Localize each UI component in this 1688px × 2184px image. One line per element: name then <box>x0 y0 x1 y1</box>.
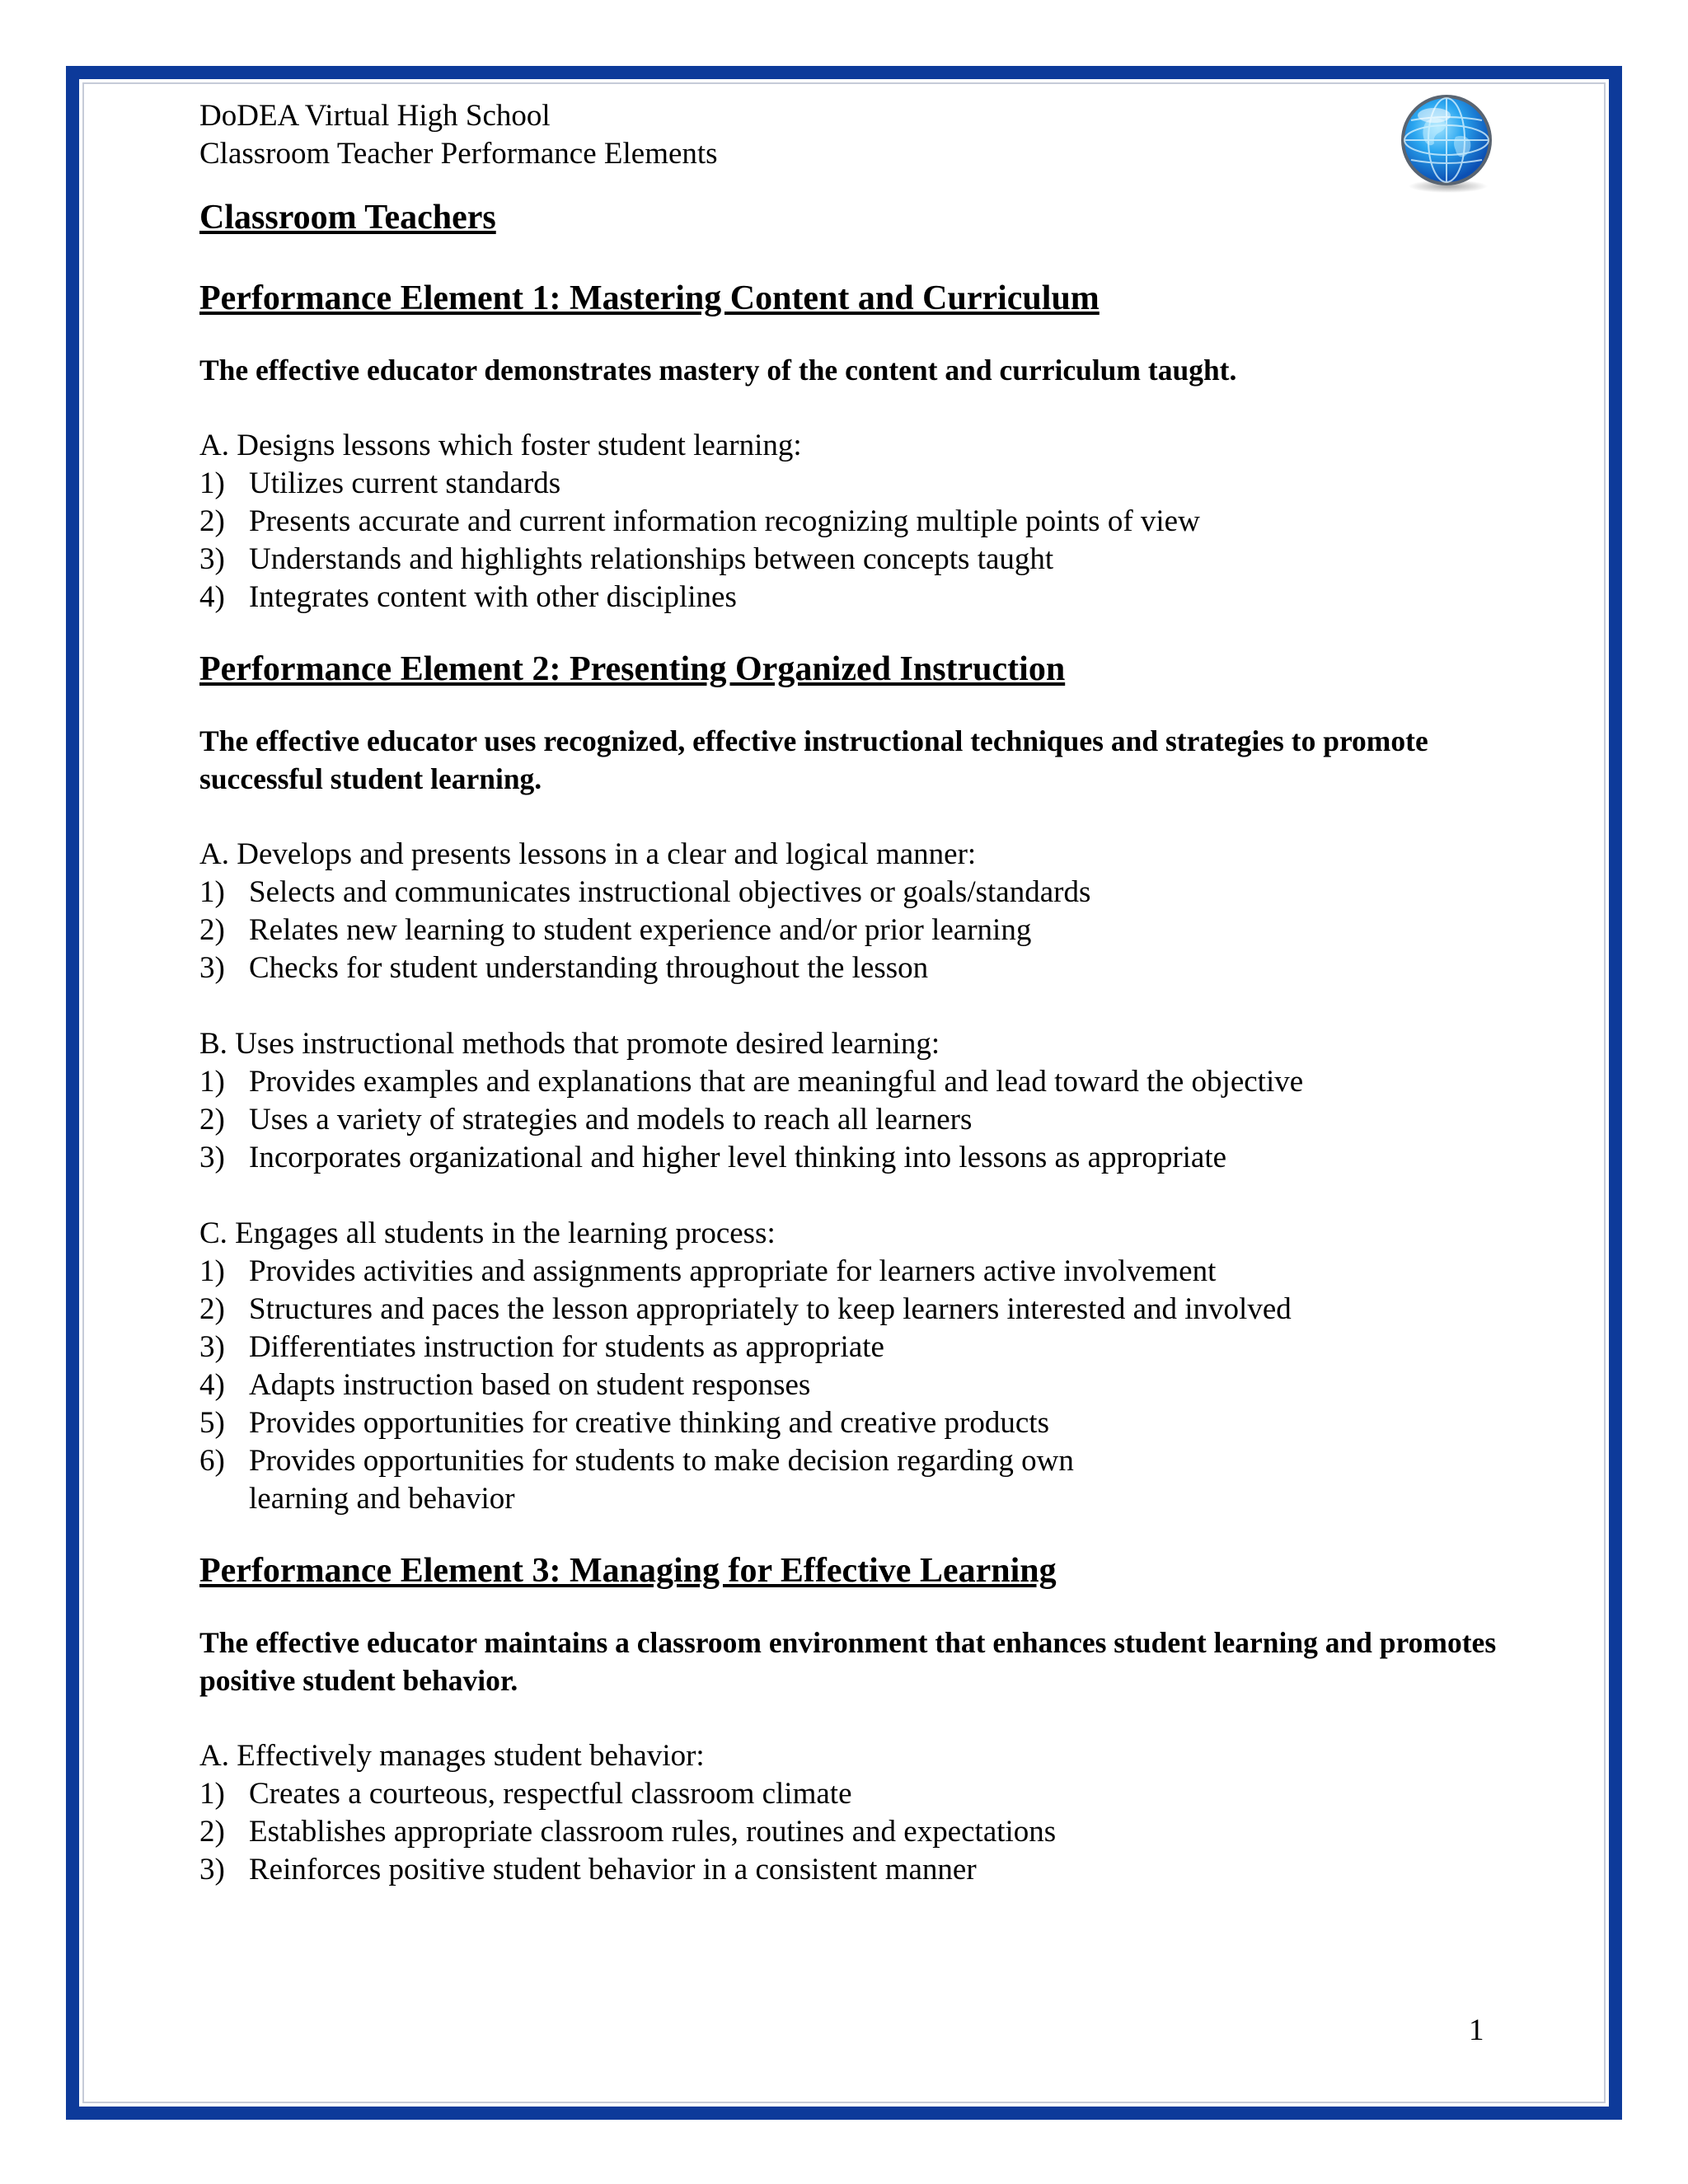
list-item: 1) Selects and communicates instructional objectives or goals/standards <box>199 875 1091 909</box>
page-number: 1 <box>1469 2013 1484 2047</box>
list-item: 1) Utilizes current standards <box>199 466 561 500</box>
element-2-section-c-heading: C. Engages all students in the learning process: <box>199 1216 776 1250</box>
element-1-section-a-heading: A. Designs lessons which foster student learning: <box>199 429 802 462</box>
list-item: 1) Creates a courteous, respectful classroom climate <box>199 1777 852 1811</box>
element-2-title: Performance Element 2: Presenting Organized Instruction <box>199 650 1066 688</box>
list-item: 4) Integrates content with other disciplines <box>199 580 737 614</box>
element-2-section-a-heading: A. Develops and presents lessons in a clear and logical manner: <box>199 837 977 871</box>
list-item: 3) Differentiates instruction for students as appropriate <box>199 1330 884 1364</box>
header-school-name: DoDEA Virtual High School <box>199 99 551 133</box>
list-item: 2) Presents accurate and current information recognizing multiple points of view <box>199 504 1200 538</box>
list-item: 3) Reinforces positive student behavior in a consistent manner <box>199 1853 977 1886</box>
document-body <box>199 97 1518 1889</box>
list-item: 2) Structures and paces the lesson appropriately to keep learners interested and involved <box>199 1292 1292 1326</box>
element-1-title: Performance Element 1: Mastering Content and Curriculum <box>199 279 1100 317</box>
list-item: 3) Incorporates organizational and higher level thinking into lessons as appropriate <box>199 1141 1227 1174</box>
list-item: 3) Checks for student understanding throughout the lesson <box>199 951 929 985</box>
element-1-statement: The effective educator demonstrates mastery of the content and curriculum taught. <box>199 354 1237 387</box>
list-item: 1) Provides examples and explanations that are meaningful and lead toward the objective <box>199 1065 1304 1099</box>
element-3-section-a-heading: A. Effectively manages student behavior: <box>199 1739 705 1773</box>
list-item: 2) Establishes appropriate classroom rules, routines and expectations <box>199 1815 1057 1849</box>
list-item: 6) Provides opportunities for students to make decision regarding own learning and behavior <box>199 1444 1074 1516</box>
header-document-title: Classroom Teacher Performance Elements <box>199 137 718 171</box>
list-item: 3) Understands and highlights relationships between concepts taught <box>199 542 1054 576</box>
element-2-statement: The effective educator uses recognized, effective instructional techniques and strategies to promote successful student learning. <box>199 724 1428 795</box>
element-2-section-b-heading: B. Uses instructional methods that promote desired learning: <box>199 1027 940 1061</box>
list-item: 5) Provides opportunities for creative thinking and creative products <box>199 1406 1049 1440</box>
list-item: 2) Uses a variety of strategies and models to reach all learners <box>199 1103 973 1137</box>
list-item: 1) Provides activities and assignments appropriate for learners active involvement <box>199 1254 1217 1288</box>
element-3-statement: The effective educator maintains a classroom environment that enhances student learning and promotes positive student behavior. <box>199 1626 1497 1697</box>
page-title: Classroom Teachers <box>199 199 496 237</box>
element-3-title: Performance Element 3: Managing for Effective Learning <box>199 1552 1057 1590</box>
list-item: 2) Relates new learning to student experience and/or prior learning <box>199 913 1032 947</box>
list-item: 4) Adapts instruction based on student responses <box>199 1368 811 1402</box>
